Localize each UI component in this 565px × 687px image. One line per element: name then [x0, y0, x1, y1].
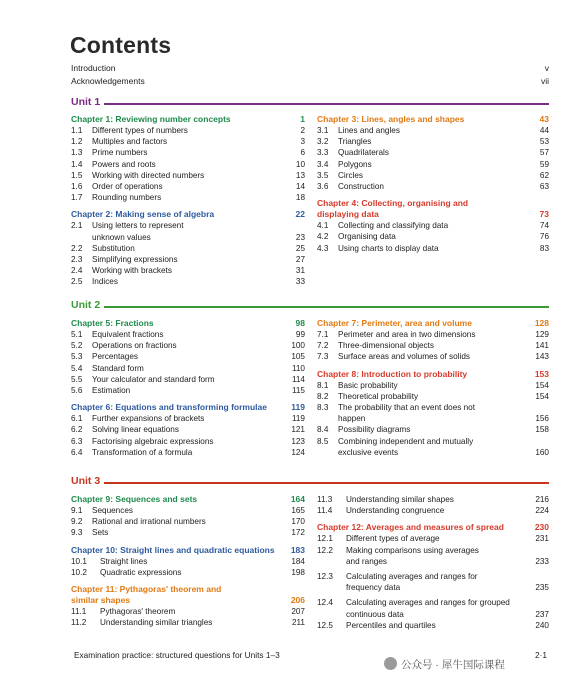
- exam-practice-entry[interactable]: Examination practice: structured questions for Units 1–3: [74, 650, 280, 660]
- unit-3-header: [71, 475, 549, 487]
- section-entry[interactable]: 1.5 Working with directed numbers 13: [71, 170, 305, 180]
- section-entry[interactable]: 5.3 Percentages 105: [71, 352, 305, 362]
- section-entry[interactable]: 3.3 Quadrilaterals 57: [317, 148, 549, 158]
- section-entry[interactable]: 4.3 Using charts to display data 83: [317, 243, 549, 253]
- chapter-heading[interactable]: Chapter 12: Averages and measures of spread 230: [317, 522, 549, 533]
- section-entry[interactable]: 12.3 Calculating averages and ranges for frequency data 235: [317, 572, 549, 593]
- frontmatter-page: v: [544, 63, 549, 73]
- section-entry[interactable]: 8.4 Possibility diagrams 158: [317, 425, 549, 435]
- frontmatter-label: Acknowledgements: [71, 76, 145, 86]
- section-entry[interactable]: 7.3 Surface areas and volumes of solids 143: [317, 352, 549, 362]
- exam-practice-page: 2·1: [535, 650, 547, 660]
- chapter-heading[interactable]: Chapter 5: Fractions 98: [71, 318, 305, 328]
- section-entry[interactable]: 1.1 Different types of numbers 2: [71, 126, 305, 135]
- wechat-icon: [384, 657, 397, 670]
- section-entry[interactable]: 2.1 Using letters to represent unknown values 23: [71, 221, 305, 242]
- unit-2-right-column: [317, 318, 549, 458]
- section-entry[interactable]: 1.6 Order of operations 14: [71, 182, 305, 192]
- section-entry[interactable]: 11.3 Understanding similar shapes 216: [317, 495, 549, 504]
- section-entry[interactable]: 3.5 Circles 62: [317, 170, 549, 180]
- section-entry[interactable]: 6.1 Further expansions of brackets 119: [71, 414, 305, 424]
- chapter-heading[interactable]: Chapter 11: Pythagoras' theorem and similar shapes 206: [71, 584, 305, 606]
- section-entry[interactable]: 11.1 Pythagoras' theorem 207: [71, 607, 305, 617]
- frontmatter-page: vii: [540, 76, 549, 86]
- chapter-heading[interactable]: Chapter 9: Sequences and sets 164: [71, 494, 305, 504]
- section-entry[interactable]: 12.5 Percentiles and quartiles 240: [317, 620, 549, 630]
- section-entry[interactable]: 1.2 Multiples and factors 3: [71, 137, 305, 147]
- chapter-heading[interactable]: Chapter 6: Equations and transforming formulae 119: [71, 402, 305, 413]
- section-entry[interactable]: 10.1 Straight lines 184: [71, 556, 305, 566]
- section-entry[interactable]: 3.6 Construction 63: [317, 182, 549, 192]
- unit-2-label: Unit 2: [71, 299, 104, 311]
- section-entry[interactable]: 2.2 Substitution 25: [71, 243, 305, 253]
- section-entry[interactable]: 12.1 Different types of average 231: [317, 534, 549, 544]
- section-entry[interactable]: 4.1 Collecting and classifying data 74: [317, 221, 549, 231]
- section-entry[interactable]: 11.4 Understanding congruence 224: [317, 506, 549, 516]
- section-entry[interactable]: 5.5 Your calculator and standard form 114: [71, 374, 305, 384]
- unit-3-right-column: [317, 494, 549, 631]
- section-entry[interactable]: 8.2 Theoretical probability 154: [317, 391, 549, 401]
- section-entry[interactable]: 9.2 Rational and irrational numbers 170: [71, 517, 305, 527]
- section-entry[interactable]: 8.1 Basic probability 154: [317, 380, 549, 390]
- unit-1-label: Unit 1: [71, 96, 104, 108]
- unit-3-label: Unit 3: [71, 475, 104, 487]
- section-entry[interactable]: 12.4 Calculating averages and ranges for grouped continuous data 237: [317, 598, 549, 619]
- unit-3-rule: [71, 482, 549, 484]
- chapter-heading[interactable]: Chapter 4: Collecting, organising and displaying data 73: [317, 198, 549, 220]
- chapter-heading[interactable]: Chapter 1: Reviewing number concepts 1: [71, 114, 305, 124]
- section-entry[interactable]: 10.2 Quadratic expressions 198: [71, 567, 305, 577]
- watermark: [384, 657, 505, 672]
- section-entry[interactable]: 3.1 Lines and angles 44: [317, 126, 549, 135]
- section-entry[interactable]: 1.3 Prime numbers 6: [71, 148, 305, 158]
- frontmatter-introduction[interactable]: [71, 63, 549, 74]
- section-entry[interactable]: 2.4 Working with brackets 31: [71, 266, 305, 276]
- chapter-heading[interactable]: Chapter 10: Straight lines and quadratic equations 183: [71, 544, 305, 555]
- unit-3-left-column: [71, 494, 305, 628]
- section-entry[interactable]: 3.2 Triangles 53: [317, 137, 549, 147]
- unit-1-rule: [71, 103, 549, 105]
- unit-1-left-column: [71, 114, 305, 288]
- section-entry[interactable]: 6.2 Solving linear equations 121: [71, 425, 305, 435]
- section-entry[interactable]: 9.1 Sequences 165: [71, 506, 305, 515]
- section-entry[interactable]: 3.4 Polygons 59: [317, 159, 549, 169]
- unit-1-header: [71, 96, 549, 108]
- chapter-heading[interactable]: Chapter 8: Introduction to probability 153: [317, 368, 549, 379]
- section-entry[interactable]: 5.2 Operations on fractions 100: [71, 341, 305, 351]
- chapter-heading[interactable]: Chapter 3: Lines, angles and shapes 43: [317, 114, 549, 124]
- section-entry[interactable]: 11.2 Understanding similar triangles 211: [71, 618, 305, 628]
- section-entry[interactable]: 12.2 Making comparisons using averages and ranges 233: [317, 545, 549, 566]
- unit-2-left-column: [71, 318, 305, 458]
- unit-1-right-column: [317, 114, 549, 254]
- section-entry[interactable]: 2.3 Simplifying expressions 27: [71, 255, 305, 265]
- section-entry[interactable]: 5.6 Estimation 115: [71, 386, 305, 396]
- section-entry[interactable]: 2.5 Indices 33: [71, 277, 305, 287]
- section-entry[interactable]: 6.3 Factorising algebraic expressions 123: [71, 436, 305, 446]
- section-entry[interactable]: 9.3 Sets 172: [71, 528, 305, 538]
- chapter-heading[interactable]: Chapter 2: Making sense of algebra 22: [71, 209, 305, 220]
- section-entry[interactable]: 4.2 Organising data 76: [317, 232, 549, 242]
- section-entry[interactable]: 8.5 Combining independent and mutually exclusive events 160: [317, 436, 549, 457]
- unit-2-header: [71, 299, 549, 311]
- section-entry[interactable]: 5.4 Standard form 110: [71, 363, 305, 373]
- page-title: Contents: [70, 32, 172, 58]
- unit-2-rule: [71, 306, 549, 308]
- section-entry[interactable]: 7.2 Three-dimensional objects 141: [317, 341, 549, 351]
- frontmatter-label: Introduction: [71, 63, 116, 73]
- section-entry[interactable]: 7.1 Perimeter and area in two dimensions 129: [317, 330, 549, 339]
- section-entry[interactable]: 5.1 Equivalent fractions 99: [71, 330, 305, 339]
- section-entry[interactable]: 6.4 Transformation of a formula 124: [71, 447, 305, 457]
- section-entry[interactable]: 1.4 Powers and roots 10: [71, 159, 305, 169]
- chapter-heading[interactable]: Chapter 7: Perimeter, area and volume 128: [317, 318, 549, 328]
- section-entry[interactable]: 1.7 Rounding numbers 18: [71, 193, 305, 203]
- frontmatter-acknowledgements[interactable]: [71, 76, 549, 87]
- watermark-text: 公众号 · 犀牛国际课程: [401, 659, 505, 671]
- section-entry[interactable]: 8.3 The probability that an event does not happen 156: [317, 403, 549, 424]
